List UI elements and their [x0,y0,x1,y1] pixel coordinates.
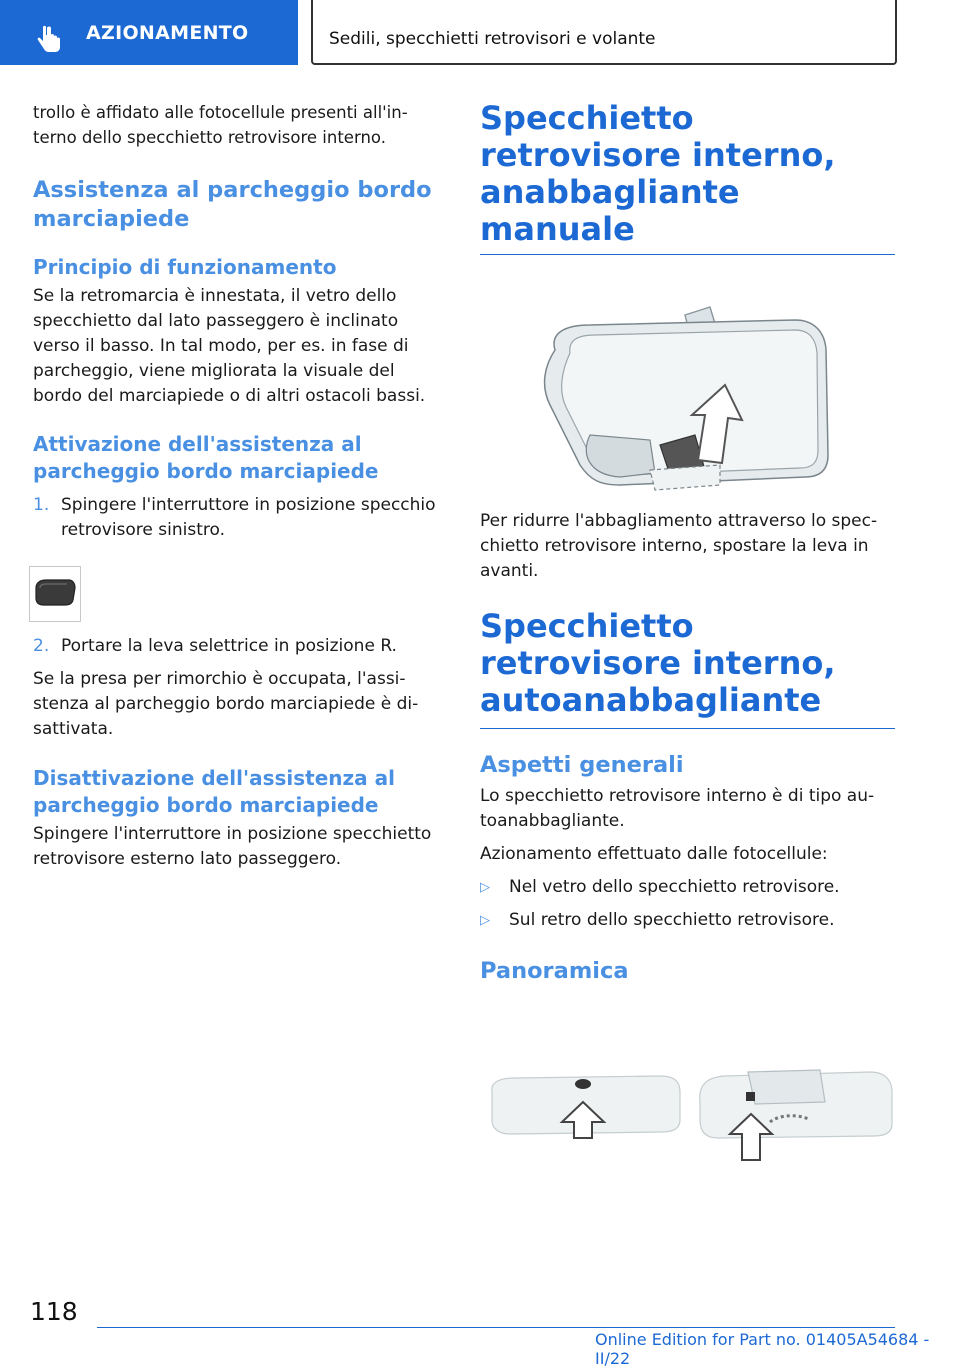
overview-mirrors-illustration [480,1062,895,1172]
heading-parking-assist: Assistenza al parcheggio bordo marciapiede [33,177,432,232]
chapter-tab [311,0,897,65]
mirror-switch-icon [29,566,81,622]
step-text: Spingere l'interruttore in posizione specchio retrovisore sinistro. [61,495,436,540]
manual-mirror-illustration [480,285,895,505]
intro-paragraph: trollo è affidato alle fotocellule presenti all'in-terno dello specchietto retrovisore interno. [33,103,408,147]
bullet-text: Nel vetro dello specchietto retrovisore. [509,877,840,897]
bullet-triangle-icon: ▷ [480,913,490,928]
step-number: 1. [33,495,50,515]
hand-pointer-icon [34,24,64,54]
bullet-item [480,875,895,900]
heading-principle: Principio di funzionamento [33,255,337,279]
heading-deactivation: Disattivazione dell'assistenza al parcheggio bordo marciapiede [33,766,395,817]
left-column [33,100,448,872]
principle-paragraph: Se la retromarcia è innestata, il vetro dello specchietto dal lato passeggero è inclinato verso il basso. In tal modo, per es. in fase di parcheggio, viene migliorata la visuale del bordo del marciapiede o di altri ostacoli bassi. [33,286,426,406]
manual-dimming-paragraph: Per ridurre l'abbagliamento attraverso lo spec-chietto retrovisore interno, spostare la leva in avanti. [480,511,878,581]
chapter-title: Sedili, specchietti retrovisori e volante [329,29,656,49]
general-paragraph: Lo specchietto retrovisore interno è di tipo au-toanabbagliante. [480,786,875,831]
heading-activation: Attivazione dell'assistenza al parcheggio bordo marciapiede [33,432,379,483]
section-title: AZIONAMENTO [86,22,249,44]
right-column [480,100,895,1172]
edition-note: Online Edition for Part no. 01405A54684 - II/22 [595,1330,930,1368]
step-number: 2. [33,636,50,656]
heading-overview: Panoramica [480,958,629,984]
heading-manual-dimming: Specchietto retrovisore interno, anabbagliante manuale [480,99,836,248]
deactivation-paragraph: Spingere l'interruttore in posizione specchietto retrovisore esterno lato passeggero. [33,824,432,869]
page-number: 118 [30,1297,78,1326]
section-tab [0,0,298,65]
heading-auto-dimming: Specchietto retrovisore interno, autoanabbagliante [480,607,836,719]
step-text: Portare la leva selettrice in posizione R. [61,636,397,656]
step-1 [33,493,448,543]
heading-general-aspects: Aspetti generali [480,752,684,778]
operation-paragraph: Azionamento effettuato dalle fotocellule: [480,844,828,864]
page-header [0,0,960,66]
bullet-triangle-icon: ▷ [480,880,490,895]
trailer-paragraph: Se la presa per rimorchio è occupata, l'assi-stenza al parcheggio bordo marciapiede è di-sattivata. [33,669,419,739]
bullet-text: Sul retro dello specchietto retrovisore. [509,910,835,930]
bullet-item [480,908,895,933]
footer-rule [97,1327,895,1328]
step-2 [33,634,448,659]
heading-rule [480,254,895,255]
